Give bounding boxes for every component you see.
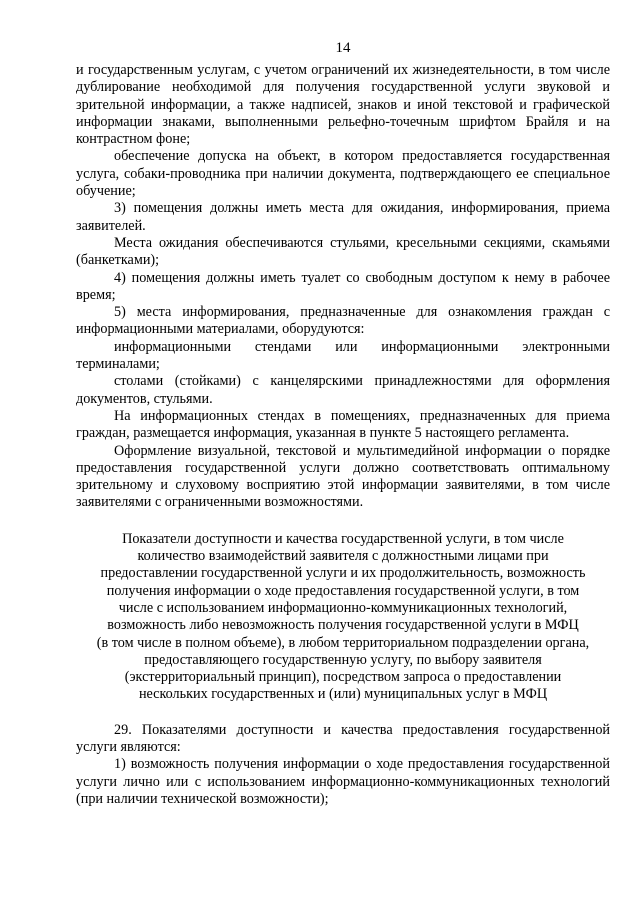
paragraph: 4) помещения должны иметь туалет со свободным доступом к нему в рабочее время; bbox=[76, 269, 610, 303]
body-text-bottom bbox=[76, 722, 610, 808]
paragraph: Места ожидания обеспечиваются стульями, кресельными секциями, скамьями (банкетками); bbox=[76, 234, 610, 269]
paragraph: и государственным услугам, с учетом ограничений их жизнедеятельности, в том числе дублирование необходимой для получения государственной услуги звуковой и зрительной информации, а также надписей, знаков и иной текстовой и графической информации знаками, выполненными рельефно-точечным шрифтом Брайля и на контрастном фоне; bbox=[76, 62, 610, 148]
paragraph: столами (стойками) с канцелярскими принадлежностями для оформления документов, стульями. bbox=[76, 373, 610, 407]
heading-line: (в том числе в полном объеме), в любом территориальном подразделении органа, bbox=[96, 634, 590, 651]
heading-line: предоставлении государственной услуги и их продолжительность, возможность bbox=[100, 565, 586, 582]
heading-line: (экстерриториальный принцип), посредством запроса о предоставлении bbox=[124, 669, 562, 686]
heading-line: получения информации о ходе предоставления государственной услуги, в том bbox=[106, 582, 580, 599]
document-page bbox=[76, 40, 610, 808]
heading-line: Показатели доступности и качества государственной услуги, в том числе bbox=[122, 530, 564, 547]
paragraph: 3) помещения должны иметь места для ожидания, информирования, приема заявителей. bbox=[76, 200, 610, 234]
body-text-top bbox=[76, 62, 610, 512]
paragraph: Оформление визуальной, текстовой и мультимедийной информации о порядке предоставления государственной услуги должно соответствовать оптимальному зрительному и слуховому восприятию этой информации заявителями, в том числе заявителями с ограниченными возможностями. bbox=[76, 442, 610, 511]
heading-line: нескольких государственных и (или) муниципальных услуг в МФЦ bbox=[138, 686, 548, 703]
heading-line: количество взаимодействий заявителя с должностными лицами при bbox=[137, 548, 549, 565]
section-heading bbox=[76, 531, 610, 704]
paragraph: информационными стендами или информационными электронными терминалами; bbox=[76, 338, 610, 373]
paragraph: 5) места информирования, предназначенные для ознакомления граждан с информационными материалами, оборудуются: bbox=[76, 304, 610, 338]
heading-line: возможность либо невозможность получения государственной услуги в МФЦ bbox=[107, 617, 579, 634]
paragraph: 29. Показателями доступности и качества предоставления государственной услуги являются: bbox=[76, 721, 610, 755]
heading-line: предоставляющего государственную услугу, по выбору заявителя bbox=[144, 651, 542, 668]
paragraph: 1) возможность получения информации о ходе предоставления государственной услуги лично или с использованием информационно-коммуникационных технологий (при наличии технической возможности); bbox=[76, 756, 610, 807]
page-number: 14 bbox=[335, 40, 351, 56]
heading-line: числе с использованием информационно-коммуникационных технологий, bbox=[118, 599, 568, 616]
paragraph: обеспечение допуска на объект, в котором предоставляется государственная услуга, собаки-проводника при наличии документа, подтверждающего ее специальное обучение; bbox=[76, 148, 610, 200]
paragraph: На информационных стендах в помещениях, предназначенных для приема граждан, размещается информация, указанная в пункте 5 настоящего регламента. bbox=[76, 407, 610, 442]
